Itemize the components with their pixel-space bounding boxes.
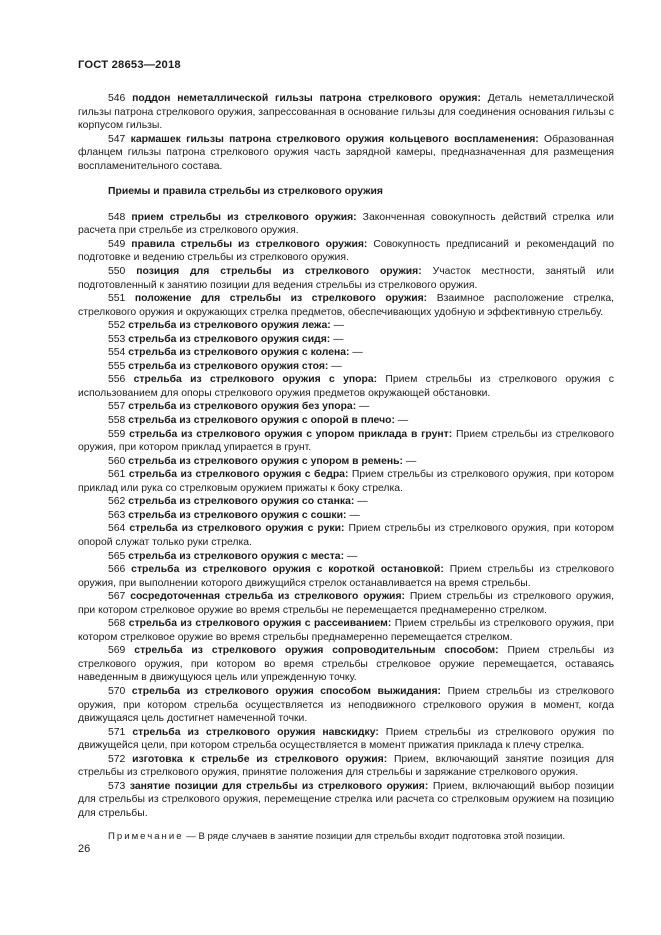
term-name: стрельба из стрелкового оружия лежа: [128, 320, 331, 332]
term-number: 551 [108, 293, 126, 305]
term-definition: Образованная фланцем гильзы патрона стрелкового оружия часть зарядной камеры, предназначенная для размещения воспламенительного состава. [78, 133, 615, 172]
term-name: сосредоточенная стрельба из стрелкового оружия: [130, 591, 405, 603]
term-definition: — [344, 550, 358, 562]
term-number: 562 [108, 496, 126, 508]
term-entry [78, 726, 614, 753]
term-entry [78, 133, 614, 174]
term-entry [78, 522, 614, 549]
term-definition: — [354, 496, 368, 508]
term-name: стрельба из стрелкового оружия способом выжидания: [131, 685, 442, 697]
term-entry [78, 685, 614, 726]
term-list-a [78, 92, 614, 173]
term-number: 559 [108, 428, 126, 440]
term-name: стрельба из стрелкового оружия с бедра: [128, 469, 349, 481]
term-entry [78, 590, 614, 617]
term-definition: Прием стрельбы из стрелкового оружия, при котором приклад или рука со стрелковым оружием прижаты к боку стрелка. [78, 469, 614, 494]
term-definition: Прием стрельбы из стрелкового оружия, при котором во время стрельбы стрелковое оружие перемещается, оставаясь наведенным в движущуюся цель или упрежденную точку. [78, 645, 615, 684]
term-definition: Прием стрельбы из стрелкового оружия, при котором стрелковое оружие во время стрельбы преднамеренно перемещается стрелком. [78, 618, 614, 643]
term-number: 557 [108, 401, 126, 413]
page-number: 26 [78, 843, 91, 855]
term-name: стрельба из стрелкового оружия навскидку: [132, 726, 379, 738]
term-definition: — [346, 509, 360, 521]
term-number: 570 [108, 685, 126, 697]
term-definition: — [349, 347, 363, 359]
term-entry [78, 360, 614, 374]
term-definition: Прием стрельбы из стрелкового оружия, при котором приклад упирается в грунт. [78, 428, 614, 454]
term-entry [78, 92, 614, 133]
term-name: стрельба из стрелкового оружия с упором приклада в грунт: [129, 428, 453, 440]
term-definition: Прием стрельбы из стрелкового оружия, при выполнении которого движущийся стрелок останавливается на время стрельбы. [78, 564, 614, 589]
term-entry [78, 373, 614, 400]
term-number: 554 [108, 347, 126, 359]
term-entry [78, 563, 614, 590]
term-name: позиция для стрельбы из стрелкового оружия: [136, 266, 422, 278]
term-name: стрельба из стрелкового оружия стоя: [128, 360, 329, 372]
term-definition: Прием стрельбы из стрелкового оружия, при котором стрелковое оружие во время стрельбы не перемещается преднамеренно стрелком. [78, 591, 614, 616]
term-entry [78, 238, 614, 265]
term-number: 558 [108, 415, 126, 427]
term-definition: Прием стрельбы из стрелкового оружия по движущейся цели, при котором стрельба осуществляется в момент прижатия приклада к плечу стрелка. [78, 726, 614, 752]
term-name: стрельба из стрелкового оружия с короткой остановкой: [131, 564, 444, 576]
note-text: — В ряде случаев в занятие позиции для стрельбы входит подготовка этой позиции. [183, 831, 565, 843]
term-entry [78, 550, 614, 564]
term-definition: Участок местности, занятый или подготовленный к занятию позиции для ведения стрельбы из стрелкового оружия. [78, 266, 615, 291]
term-number: 564 [108, 523, 126, 535]
document-header: ГОСТ 28653—2018 [78, 59, 181, 71]
term-name: стрельба из стрелкового оружия сопроводительным способом: [134, 645, 499, 657]
note [78, 830, 614, 844]
term-name: стрельба из стрелкового оружия сидя: [128, 333, 331, 345]
term-entry [78, 292, 614, 319]
term-number: 547 [108, 133, 126, 145]
term-entry [78, 414, 614, 428]
term-definition: Прием стрельбы из стрелкового оружия, при котором стрельба осуществляется из неподвижного стрелкового оружия в момент, когда движущаяся цель достигнет намеченной точки. [78, 685, 614, 725]
term-number: 548 [108, 211, 126, 223]
term-number: 566 [108, 564, 126, 576]
term-name: стрельба из стрелкового оружия с упором в ремень: [128, 455, 403, 467]
term-name: поддон неметаллической гильзы патрона стрелкового оружия: [132, 93, 481, 104]
term-number: 569 [108, 645, 126, 657]
term-definition: Прием, включающий выбор позиции для стрельбы из стрелкового оружия, перемещение стрелка или расчета со стрелковым оружием на позицию для стрельбы. [78, 780, 614, 819]
note-label: Примечание [108, 831, 184, 843]
term-list-b [78, 211, 614, 821]
term-name: занятие позиции для стрельбы из стрелкового оружия: [129, 780, 429, 792]
term-definition: Прием, включающий занятие позиция для стрельбы из стрелкового оружия, принятие положения для стрельбы и заряжание стрелкового оружия. [78, 753, 615, 779]
term-number: 572 [108, 753, 126, 765]
term-number: 563 [108, 509, 126, 521]
term-entry [78, 265, 614, 292]
term-entry [78, 644, 614, 685]
term-number: 556 [108, 374, 126, 386]
term-name: стрельба из стрелкового оружия без упора: [128, 401, 357, 413]
term-number: 560 [108, 455, 126, 467]
term-number: 561 [108, 469, 126, 481]
term-definition: Совокупность предписаний и рекомендаций по подготовке и ведению стрельбы из стрелкового оружия. [78, 238, 615, 264]
term-definition: — [330, 333, 344, 345]
term-definition: — [328, 360, 342, 372]
term-definition: Деталь неметаллической гильзы патрона стрелкового оружия, запрессованная в основание гильзы для соединения основания гильзы с корпусом гильзы. [78, 93, 615, 132]
term-definition: Законченная совокупность действий стрелка или расчета при стрельбе из стрелкового оружия. [78, 211, 614, 237]
term-name: стрельба из стрелкового оружия с упора: [133, 374, 378, 386]
term-number: 549 [108, 238, 126, 250]
term-entry [78, 319, 614, 333]
term-number: 555 [108, 360, 126, 372]
term-name: стрельба из стрелкового оружия с места: [128, 550, 345, 562]
term-number: 553 [108, 333, 126, 345]
term-definition: — [394, 415, 409, 427]
term-entry [78, 346, 614, 360]
term-name: стрельба из стрелкового оружия с сошки: [128, 509, 347, 521]
term-entry [78, 617, 614, 644]
term-number: 571 [108, 726, 126, 738]
term-entry [78, 428, 614, 455]
term-number: 573 [108, 780, 126, 792]
term-name: правила стрельбы из стрелкового оружия: [131, 238, 368, 250]
term-entry [78, 211, 614, 238]
term-definition: Взаимное расположение стрелка, стрелкового оружия и окружающих стрелка предметов, обеспечивающих удобную и эффективную стрельбу. [78, 293, 615, 318]
term-number: 568 [108, 618, 126, 630]
term-definition: Прием стрельбы из стрелкового оружия, при котором опорой служат только руки стрелка. [78, 523, 614, 548]
term-definition: — [402, 455, 417, 467]
document-body [78, 92, 614, 844]
term-name: стрельба из стрелкового оружия с рассеиванием: [128, 618, 392, 630]
term-name: стрельба из стрелкового оружия с опорой в плечо: [128, 415, 395, 427]
term-entry [78, 495, 614, 509]
term-definition: — [356, 401, 370, 413]
term-number: 565 [108, 550, 126, 562]
term-name: стрельба из стрелкового оружия с колена: [128, 347, 350, 359]
term-number: 567 [108, 591, 126, 603]
term-number: 552 [108, 320, 126, 332]
term-entry [78, 333, 614, 347]
term-entry [78, 753, 614, 780]
term-entry [78, 780, 614, 821]
term-name: положение для стрельбы из стрелкового оружия: [134, 293, 428, 305]
term-name: стрельба из стрелкового оружия со станка: [128, 496, 355, 508]
section-heading: Приемы и правила стрельбы из стрелкового оружия [108, 186, 383, 198]
term-definition: Прием стрельбы из стрелкового оружия с использованием для опоры стрелкового оружия предметов окружающей обстановки. [78, 374, 615, 399]
term-entry [78, 400, 614, 414]
term-entry [78, 455, 614, 469]
term-number: 546 [108, 93, 126, 104]
term-number: 550 [108, 266, 126, 278]
term-definition: — [330, 320, 345, 332]
term-entry [78, 468, 614, 495]
term-name: прием стрельбы из стрелкового оружия: [131, 211, 357, 223]
term-name: стрельба из стрелкового оружия с руки: [129, 523, 345, 535]
term-name: изготовка к стрельбе из стрелкового оружия: [132, 753, 388, 765]
term-entry [78, 509, 614, 523]
term-name: кармашек гильзы патрона стрелкового оружия кольцевого воспламенения: [130, 133, 539, 145]
